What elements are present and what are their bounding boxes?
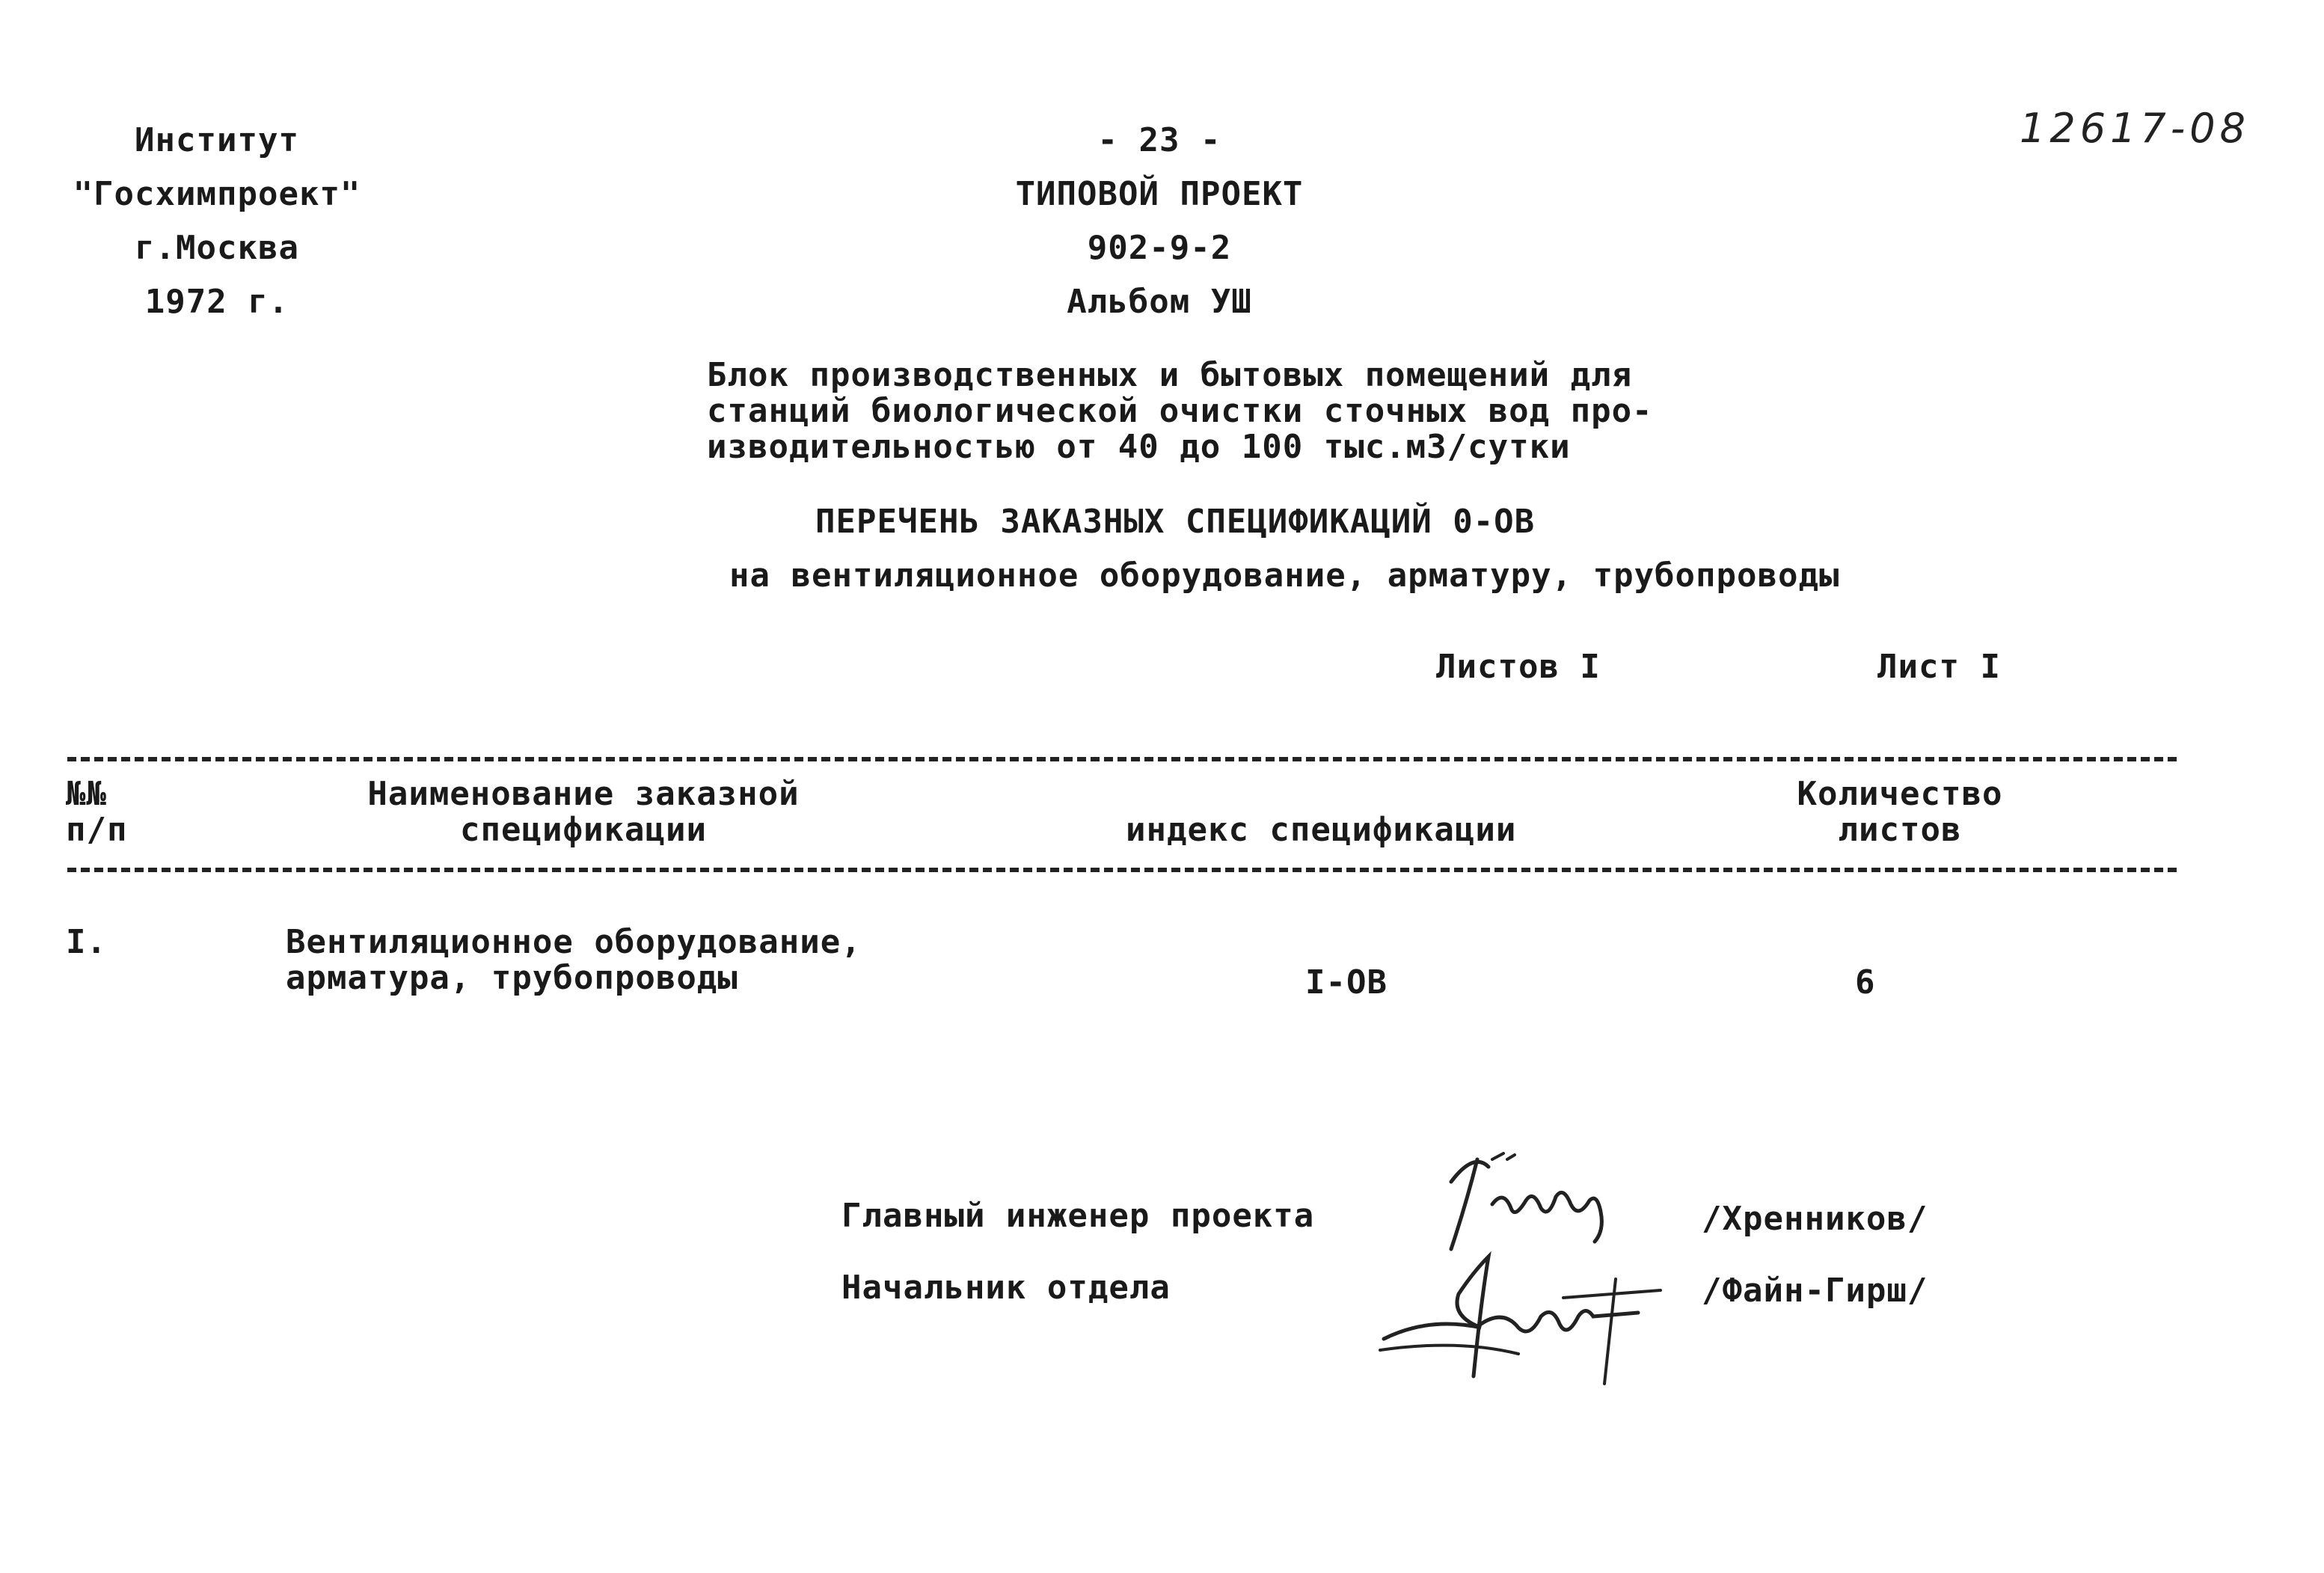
project-type: ТИПОВОЙ ПРОЕКТ	[1015, 175, 1304, 213]
description-line-1: Блок производственных и бытовых помещений для	[707, 356, 1633, 394]
table-top-rule	[67, 757, 2177, 761]
signature-name-department-head: /Файн-Гирш/	[1702, 1272, 1928, 1310]
row-name-line-1: Вентиляционное оборудование,	[286, 923, 862, 961]
institute-org: "Госхимпроект"	[73, 175, 361, 213]
header-index: индекс спецификации	[1126, 811, 1517, 849]
signature-name-chief-engineer: /Хренников/	[1702, 1200, 1928, 1238]
list-title: ПЕРЕЧЕНЬ ЗАКАЗНЫХ СПЕЦИФИКАЦИЙ 0-ОВ	[815, 503, 1536, 541]
row-name-line-2: арматура, трубопроводы	[286, 959, 738, 997]
page-number: - 23 -	[1097, 121, 1221, 159]
album: Альбом УШ	[1067, 283, 1252, 321]
sheets-total: Листов I	[1436, 648, 1601, 686]
header-num-line-2: п/п	[66, 811, 128, 849]
institute-year: 1972 г.	[144, 283, 289, 321]
handwritten-signature-department-head	[1369, 1227, 1683, 1399]
list-subtitle: на вентиляционное оборудование, арматуру, трубопроводы	[729, 556, 1840, 595]
institute-name: Институт	[135, 121, 299, 159]
description-line-2: станций биологической очистки сточных вод про-	[707, 392, 1653, 430]
header-count-line-2: листов	[1838, 811, 1962, 849]
institute-city: г.Москва	[135, 229, 299, 267]
header-num-line-1: №№	[66, 775, 107, 813]
stamp-number: 12617-08	[2020, 105, 2250, 152]
row-index: I-ОВ	[1305, 963, 1388, 1002]
signature-role-chief-engineer: Главный инженер проекта	[841, 1197, 1315, 1235]
signature-role-department-head: Начальник отдела	[841, 1269, 1171, 1307]
sheet-current: Лист I	[1877, 648, 2001, 686]
description-line-3: изводительностью от 40 до 100 тыс.м3/сутки	[707, 428, 1571, 466]
header-name-line-1: Наименование заказной	[367, 775, 800, 813]
header-name-line-2: спецификации	[460, 811, 707, 849]
project-code: 902-9-2	[1087, 229, 1232, 267]
header-count-line-1: Количество	[1797, 775, 2003, 813]
row-num: I.	[66, 923, 107, 961]
table-header-rule	[67, 868, 2177, 872]
row-count: 6	[1855, 963, 1876, 1002]
